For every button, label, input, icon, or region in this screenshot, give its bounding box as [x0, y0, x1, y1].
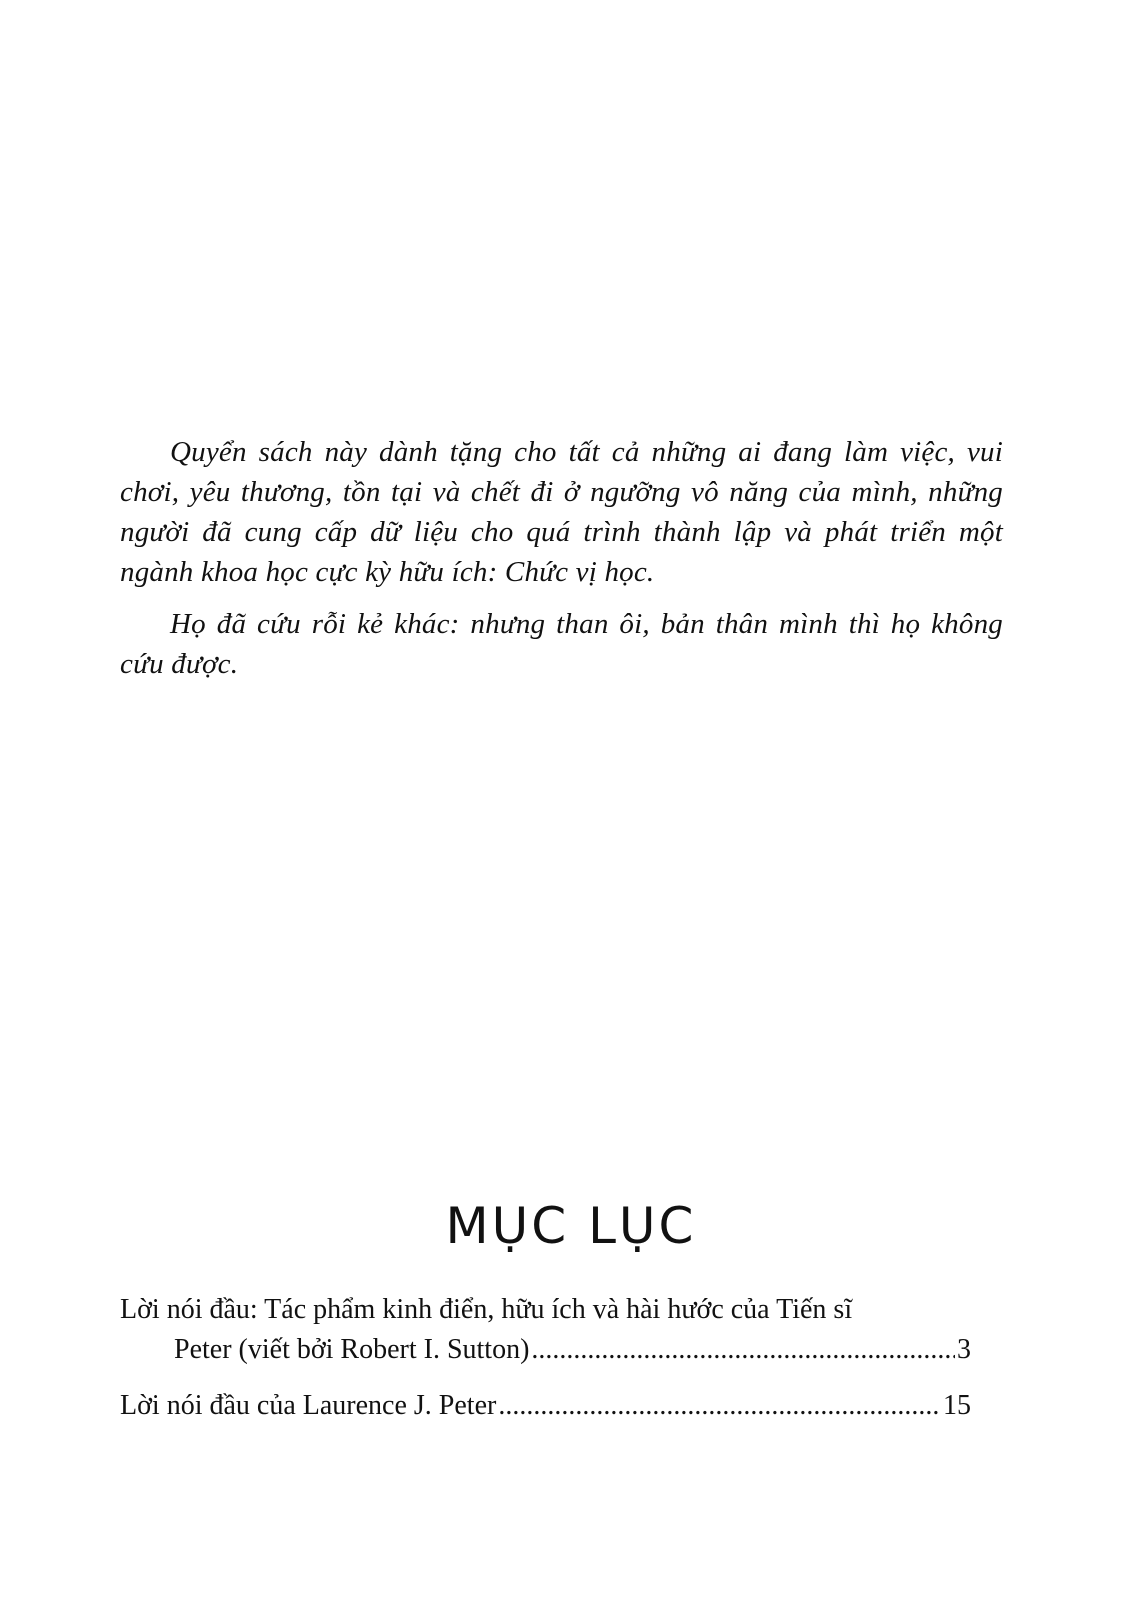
toc-entry[interactable] — [120, 1386, 1003, 1426]
toc-title: MỤC LỤC — [445, 1197, 697, 1255]
table-of-contents — [120, 1290, 1003, 1442]
toc-entry[interactable] — [120, 1290, 1003, 1370]
toc-entry-title: Lời nói đầu: Tác phẩm kinh điển, hữu ích và hài hước của Tiến sĩ — [120, 1294, 853, 1325]
toc-page-number: 15 — [943, 1390, 971, 1421]
toc-leader-dots — [498, 1386, 941, 1426]
toc-entry-title-continued: Peter (viết bởi Robert I. Sutton) — [174, 1334, 530, 1365]
toc-page-number: 3 — [957, 1334, 971, 1365]
toc-entry-title: Lời nói đầu của Laurence J. Peter — [120, 1390, 497, 1421]
toc-leader-dots — [531, 1330, 955, 1370]
toc-entry-line — [120, 1386, 971, 1426]
dedication-paragraph: Quyển sách này dành tặng cho tất cả những ai đang làm việc, vui chơi, yêu thương, tồn tại và chết đi ở ngưỡng vô năng của mình, những người đã cung cấp dữ liệu cho quá trình thành lập và phát triển một ngành khoa học cực kỳ hữu ích: Chức vị học. — [120, 436, 1003, 588]
dedication — [120, 432, 1003, 696]
dedication-paragraph: Họ đã cứu rỗi kẻ khác: nhưng than ôi, bản thân mình thì họ không cứu được. — [120, 608, 1003, 680]
toc-entry-line — [120, 1330, 971, 1370]
